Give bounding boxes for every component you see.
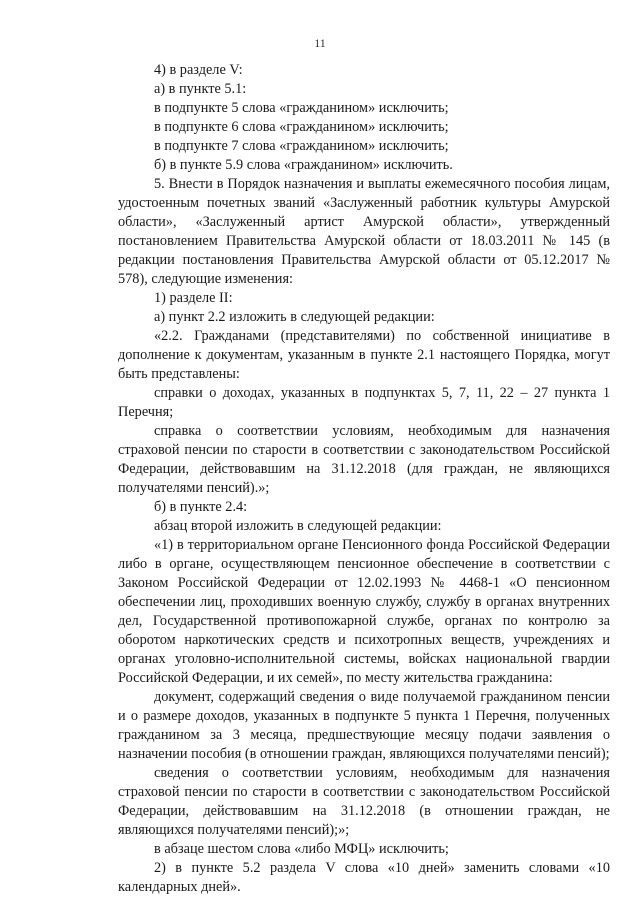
paragraph: «2.2. Гражданами (представителями) по собственной инициативе в дополнение к документам, указанным в пункте 2.1 настоящего Порядка, могут быть представлены: [118,328,610,382]
paragraph: б) в пункте 2.4: [154,499,248,515]
paragraph: в подпункте 5 слова «гражданином» исключить; [154,100,449,116]
paragraph: документ, содержащий сведения о виде получаемой гражданином пенсии и о размере доходов, указанных в подпункте 5 пункта 1 Перечня, полученных гражданином за 3 месяца, предшествующие месяцу подачи заявления о назначении пособия (в отношении граждан, являющихся получателями пенсий); [118,689,610,762]
paragraph: а) в пункте 5.1: [154,81,247,97]
paragraph: а) пункт 2.2 изложить в следующей редакции: [154,309,435,325]
paragraph: 1) разделе II: [154,290,233,306]
paragraph: сведения о соответствии условиям, необходимым для назначения страховой пенсии по старости в соответствии с законодательством Российской Федерации, действовавшим на 31.12.2018 (в отношении граждан, не являющихся получателями пенсий);»; [118,765,610,838]
document-body [118,61,610,897]
page-number: 11 [314,36,326,50]
paragraph: абзац второй изложить в следующей редакции: [154,518,442,534]
paragraph: б) в пункте 5.9 слова «гражданином» исключить. [154,157,453,173]
paragraph: в подпункте 7 слова «гражданином» исключить; [154,138,449,154]
paragraph: справки о доходах, указанных в подпунктах 5, 7, 11, 22 – 27 пункта 1 Перечня; [118,385,610,420]
paragraph: 5. Внести в Порядок назначения и выплаты ежемесячного пособия лицам, удостоенным почетных званий «Заслуженный работник культуры Амурской области», «Заслуженный артист Амурской области», утвержденный постановлением Правительства Амурской области от 18.03.2011 № 145 (в редакции постановления Правительства Амурской области от 05.12.2017 № 578), следующие изменения: [118,176,610,287]
paragraph: «1) в территориальном органе Пенсионного фонда Российской Федерации либо в органе, осуществляющем пенсионное обеспечение в соответствии с Законом Российской Федерации от 12.02.1993 № 4468-1 «О пенсионном обеспечении лиц, проходивших военную службу, службу в органах внутренних дел, Государственной противопожарной службе, органах по контролю за оборотом наркотических средств и психотропных веществ, учреждениях и органах уголовно-исполнительной системы, войсках национальной гвардии Российской Федерации, и их семей», по месту жительства гражданина: [118,537,610,686]
paragraph: в подпункте 6 слова «гражданином» исключить; [154,119,449,135]
paragraph: 4) в разделе V: [154,62,243,78]
paragraph: 2) в пункте 5.2 раздела V слова «10 дней» заменить словами «10 календарных дней». [118,860,610,895]
paragraph: в абзаце шестом слова «либо МФЦ» исключить; [154,841,449,857]
paragraph: справка о соответствии условиям, необходимым для назначения страховой пенсии по старости в соответствии с законодательством Российской Федерации, действовавшим на 31.12.2018 (для граждан, не являющихся получателями пенсий).»; [118,423,610,496]
